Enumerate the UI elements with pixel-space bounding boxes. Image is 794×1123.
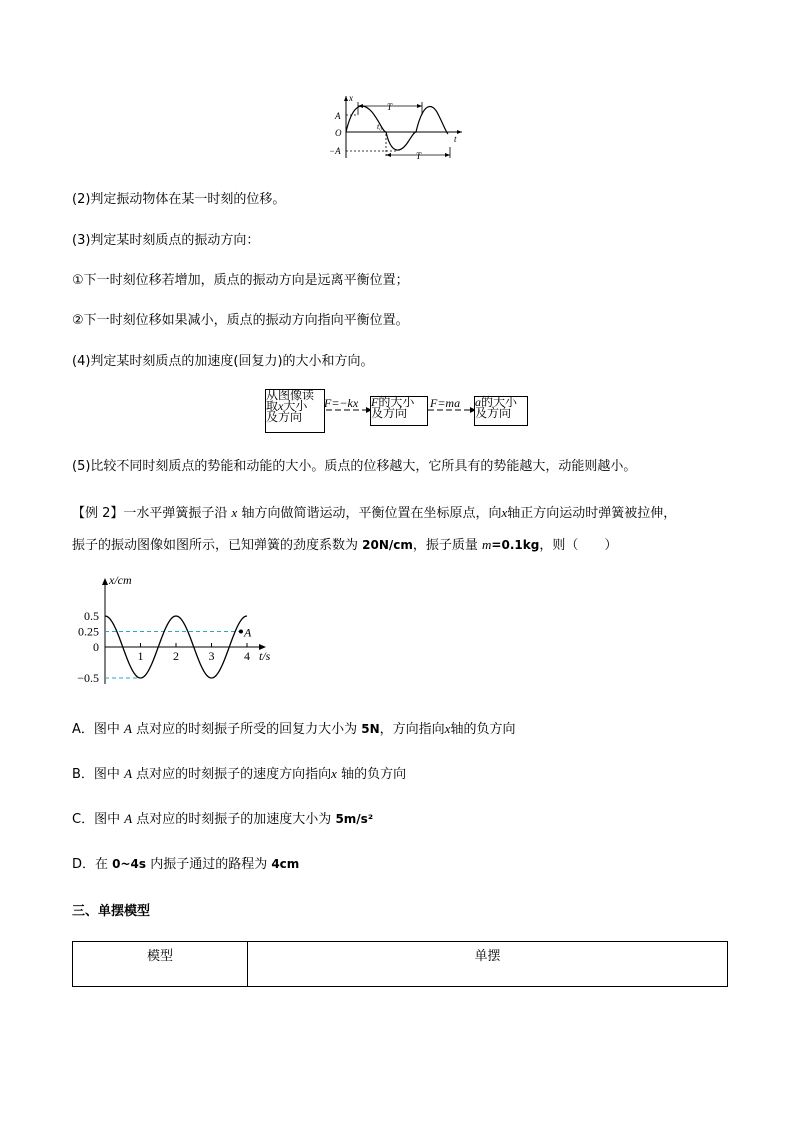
flow-box-read-x: 从图像读 取x大小 及方向	[265, 389, 325, 433]
point-a-label: A	[243, 625, 252, 640]
label-O: O	[335, 128, 342, 138]
x-tick-label: 4	[244, 649, 250, 663]
point-4: (4)判定某时刻质点的加速度(回复力)的大小和方向。	[72, 354, 374, 369]
point-5: (5)比较不同时刻质点的势能和动能的大小。质点的位移越大，它所具有的势能越大，动能则越小。	[72, 459, 637, 474]
example-tag: 【例 2】	[72, 506, 124, 521]
x-tick-label: 2	[173, 649, 179, 663]
x-tick-label: 1	[137, 649, 144, 663]
point-a-marker	[239, 630, 243, 634]
flow-arrow-2	[428, 406, 478, 414]
sine-curve	[346, 106, 448, 150]
y-axis-arrow	[102, 578, 108, 585]
option-c[interactable]: C．图中 A 点对应的时刻振子的加速度大小为 5m/s²	[72, 811, 374, 827]
point-3: (3)判定某时刻质点的振动方向：	[72, 233, 260, 248]
example-line-1: 【例 2】一水平弹簧振子沿 x 轴方向做简谐运动，平衡位置在坐标原点，向x轴正方向运动时弹簧被拉伸，	[72, 505, 677, 521]
flow-box-force: F的大小 及方向	[370, 396, 428, 426]
label-T-top: T	[387, 102, 393, 112]
formula-hooke: F=−kx	[324, 396, 359, 410]
x-axis-label: t/s	[259, 649, 271, 663]
option-d[interactable]: D．在 0~4s 内振子通过的路程为 4cm	[72, 857, 300, 872]
option-b[interactable]: B．图中 A 点对应的时刻振子的速度方向指向x 轴的负方向	[72, 766, 407, 782]
vibration-chart	[64, 572, 284, 692]
y-axis-label: x/cm	[109, 573, 132, 587]
y-tick-label: −0.5	[77, 671, 99, 685]
table-cell-model: 模型	[73, 942, 248, 987]
point-3-1: ①下一时刻位移若增加，质点的振动方向是远离平衡位置；	[72, 273, 409, 288]
y-tick-label: 0	[93, 640, 99, 654]
x-tick-label: 3	[208, 649, 215, 663]
label-x: x	[349, 93, 353, 103]
top-sine-graph	[328, 92, 468, 162]
formula-newton: F=ma	[430, 396, 461, 410]
point-3-2: ②下一时刻位移如果减小，质点的振动方向指向平衡位置。	[72, 313, 409, 328]
point-2: (2)判定振动物体在某一时刻的位移。	[72, 192, 286, 207]
section-3-title: 三、单摆模型	[72, 904, 151, 919]
label-negA: −A	[329, 146, 341, 156]
table-row	[73, 942, 728, 987]
label-A: A	[335, 111, 341, 121]
label-t0: t₀	[377, 122, 383, 131]
y-tick-label: 0.5	[84, 609, 99, 623]
option-a[interactable]: A．图中 A 点对应的时刻振子所受的回复力大小为 5N，方向指向x轴的负方向	[72, 721, 516, 737]
flow-box-acceleration: a的大小 及方向	[474, 396, 528, 426]
label-t: t	[454, 134, 457, 144]
flow-arrow-1	[326, 406, 374, 414]
example-line-2: 振子的振动图像如图所示，已知弹簧的劲度系数为 20N/cm，振子质量 m=0.1kg，则（ ）	[72, 537, 618, 553]
model-table	[72, 941, 728, 987]
y-tick-label: 0.25	[78, 624, 99, 639]
label-T-bottom: T	[416, 151, 422, 161]
table-cell-pendulum: 单摆	[248, 942, 728, 987]
